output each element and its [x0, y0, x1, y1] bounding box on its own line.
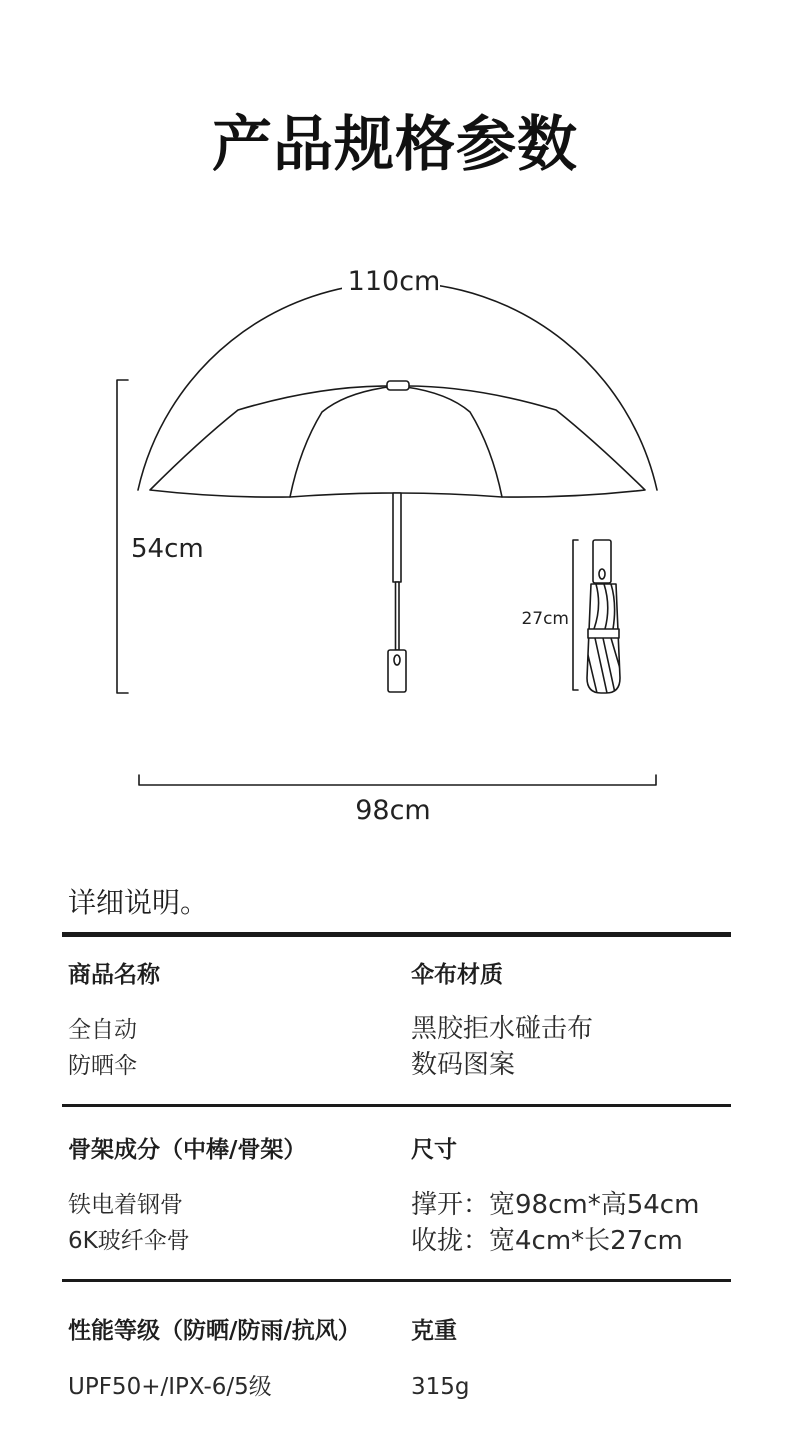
open-height-label: 54cm [131, 534, 204, 564]
spec-values-size [411, 1187, 699, 1259]
spec-value: 全自动 [68, 1017, 137, 1043]
page-title: 产品规格参数 [212, 110, 578, 180]
spec-values-frame [68, 1187, 190, 1259]
folded-length-label: 27cm [521, 609, 569, 629]
folded-handle-button [599, 569, 605, 579]
spec-label-frame: 骨架成分（中棒/骨架） [68, 1137, 307, 1163]
spec-values-fabric [411, 1011, 593, 1083]
row-divider [62, 1104, 731, 1107]
folded-length-bracket [573, 540, 578, 690]
row-divider [62, 1279, 731, 1282]
details-heading: 详细说明。 [68, 886, 209, 919]
arc-length-label: 110cm [347, 266, 441, 297]
umbrella-canopy [150, 386, 645, 497]
umbrella-tip [387, 381, 409, 390]
width-dimension-line [139, 775, 656, 785]
folded-umbrella [587, 540, 621, 693]
spec-label-weight: 克重 [411, 1318, 457, 1344]
spec-label-performance: 性能等级（防晒/防雨/抗风） [68, 1318, 361, 1344]
handle-button [394, 655, 400, 665]
spec-label-size: 尺寸 [411, 1137, 457, 1163]
folded-strap [588, 629, 619, 638]
spec-values-weight [411, 1369, 470, 1405]
spec-values-product-name [68, 1012, 137, 1084]
spec-value: 铁电着钢骨 [68, 1192, 183, 1218]
umbrella-shaft-upper [393, 493, 401, 582]
open-umbrella [150, 381, 645, 692]
spec-value: 315g [411, 1374, 470, 1400]
spec-label-fabric: 伞布材质 [411, 962, 503, 988]
spec-value: UPF50+/IPX-6/5级 [68, 1374, 272, 1400]
spec-label-product-name: 商品名称 [68, 962, 160, 988]
spec-value: 黑胶拒水碰击布 [411, 1014, 594, 1044]
spec-value: 6K玻纤伞骨 [68, 1228, 190, 1254]
heading-divider [62, 932, 731, 937]
spec-values-performance [68, 1369, 272, 1405]
spec-value: 撑开：宽98cm*高54cm [411, 1190, 700, 1220]
spec-value: 收拢：宽4cm*长27cm [411, 1226, 683, 1256]
height-dimension-bracket [117, 380, 128, 693]
spec-value: 防晒伞 [68, 1053, 137, 1079]
open-width-label: 98cm [355, 795, 431, 826]
spec-value: 数码图案 [411, 1050, 516, 1080]
umbrella-shaft-lower [396, 582, 400, 650]
